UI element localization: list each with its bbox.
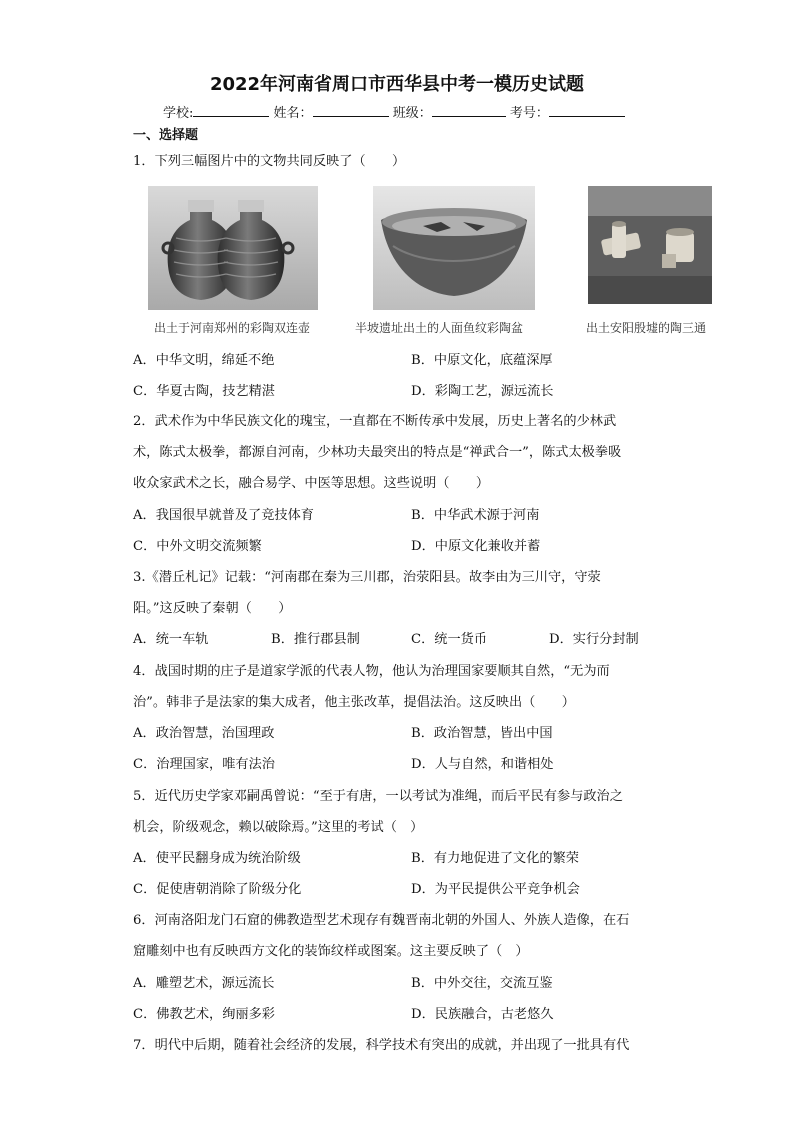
q3-option-c[interactable]: C．统一货币 [411,632,488,647]
q4-option-b[interactable]: B．政治智慧，皆出中国 [411,726,553,741]
q6-option-c[interactable]: C．佛教艺术，绚丽多彩 [133,1007,275,1022]
q3-line-1: 3.《潜丘札记》记载：“河南郡在秦为三川郡，治荥阳县。故李由为三川守，守荥 [133,570,601,585]
q6-option-b[interactable]: B．中外交往，交流互鉴 [411,976,553,991]
q1-option-a[interactable]: A．中华文明，绵延不绝 [133,353,275,368]
school-blank[interactable] [193,104,269,117]
q3-option-d[interactable]: D．实行分封制 [549,632,639,647]
q2-option-c[interactable]: C．中外文明交流频繁 [133,539,262,554]
school-label: 学校: [163,106,194,121]
caption-pipe: 出土安阳殷墟的陶三通 [585,321,706,335]
q5-option-d[interactable]: D．为平民提供公平竞争机会 [411,882,580,897]
twin-pottery-vase-image [148,186,318,310]
q1-option-d[interactable]: D．彩陶工艺，源远流长 [411,384,554,399]
q6-option-d[interactable]: D．民族融合，古老悠久 [411,1007,554,1022]
pottery-pipe-image [588,186,712,304]
q2-line-1: 2．武术作为中华民族文化的瑰宝，一直都在不断传承中发展，历史上著名的少林武 [133,414,617,429]
name-label: 姓名： [273,106,313,121]
q6-line-1: 6．河南洛阳龙门石窟的佛教造型艺术现存有魏晋南北朝的外国人、外族人造像，在石 [133,913,630,928]
q7-line-1: 7．明代中后期，随着社会经济的发展，科学技术有突出的成就，并出现了一批具有代 [133,1038,630,1053]
q5-option-c[interactable]: C．促使唐朝消除了阶级分化 [133,882,302,897]
q4-line-2: 治”。韩非子是法家的集大成者，他主张改革，提倡法治。这反映出（ ） [133,695,575,710]
q2-line-3: 收众家武术之长，融合易学、中医等思想。这些说明（ ） [133,476,490,491]
q4-option-c[interactable]: C．治理国家，唯有法治 [133,757,275,772]
q2-option-a[interactable]: A．我国很早就普及了竞技体育 [133,508,314,523]
q3-option-a[interactable]: A．统一车轨 [133,632,209,647]
q4-line-1: 4．战国时期的庄子是道家学派的代表人物，他认为治理国家要顺其自然，“无为而 [133,664,610,679]
q6-line-2: 窟雕刻中也有反映西方文化的装饰纹样或图案。这主要反映了（ ） [133,944,529,959]
q3-option-b[interactable]: B．推行郡县制 [271,632,360,647]
name-blank[interactable] [313,104,389,117]
q5-line-2: 机会，阶级观念，赖以破除焉。”这里的考试（ ） [133,820,424,835]
q2-line-2: 术，陈式太极拳，都源自河南，少林功夫最突出的特点是“禅武合一”，陈式太极拳吸 [133,445,622,460]
q1-option-b[interactable]: B．中原文化，底蕴深厚 [411,353,553,368]
q3-line-2: 阳。”这反映了秦朝（ ） [133,601,292,616]
class-blank[interactable] [432,104,506,117]
q5-line-1: 5．近代历史学家邓嗣禹曾说：“至于有唐，一以考试为准绳，而后平民有参与政治之 [133,789,623,804]
section-heading: 一、选择题 [133,128,199,143]
q6-option-a[interactable]: A．雕塑艺术，源远流长 [133,976,275,991]
caption-twin-vase: 出土于河南郑州的彩陶双连壶 [153,321,310,335]
q5-option-b[interactable]: B．有力地促进了文化的繁荣 [411,851,579,866]
q5-option-a[interactable]: A．使平民翻身成为统治阶级 [133,851,301,866]
q4-option-a[interactable]: A．政治智慧，治国理政 [133,726,275,741]
q2-option-b[interactable]: B．中华武术源于河南 [411,508,540,523]
fish-face-pottery-basin-image [373,186,535,310]
class-label: 班级： [392,106,432,121]
exam-title: 2022年河南省周口市西华县中考一模历史试题 [209,74,585,95]
q2-option-d[interactable]: D．中原文化兼收并蓄 [411,539,541,554]
q4-option-d[interactable]: D．人与自然，和谐相处 [411,757,554,772]
q1-stem: 1．下列三幅图片中的文物共同反映了（ ） [133,154,406,169]
q1-option-c[interactable]: C．华夏古陶，技艺精湛 [133,384,275,399]
caption-basin: 半坡遗址出土的人面鱼纹彩陶盆 [354,321,523,335]
exam-no-blank[interactable] [549,104,625,117]
exam-no-label: 考号： [509,106,549,121]
student-info-row [163,102,625,121]
